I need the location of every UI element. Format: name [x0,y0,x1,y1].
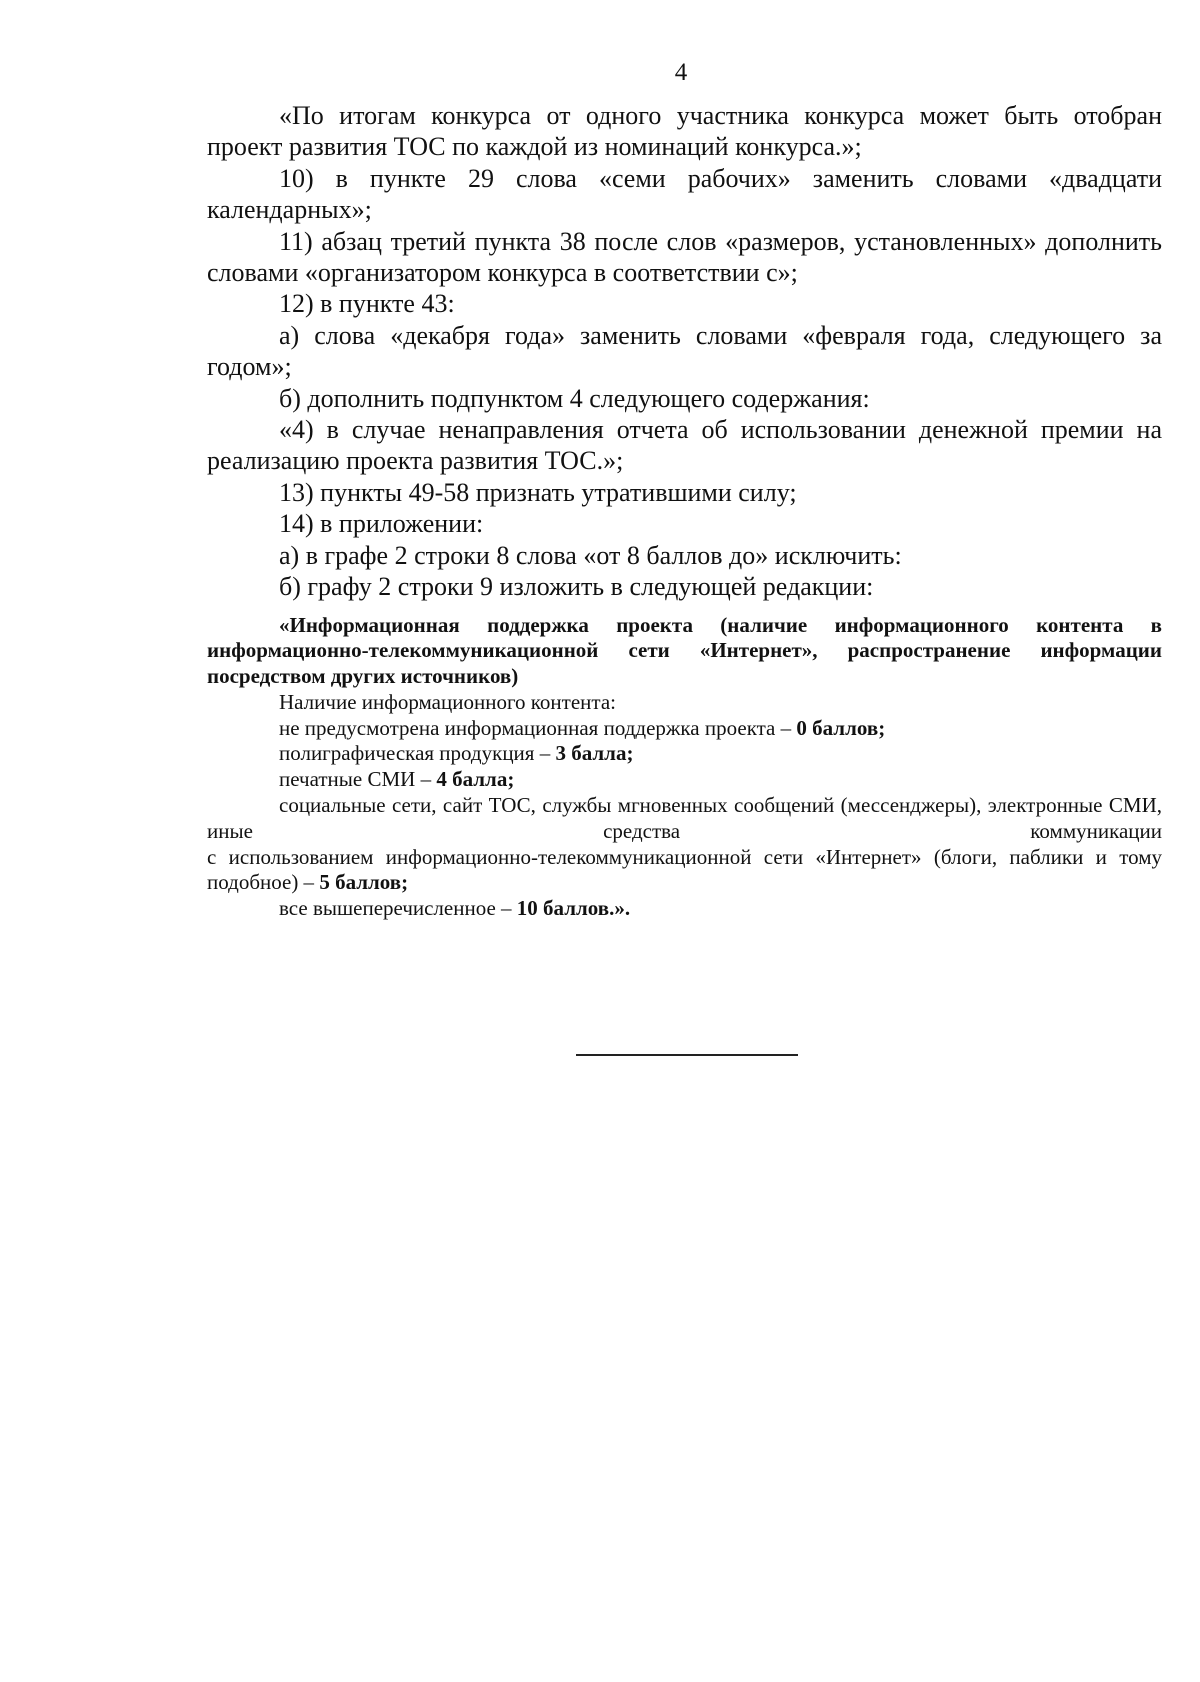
paragraph-item-11: 11) абзац третий пункта 38 после слов «размеров, установленных» дополнить словами «организатором конкурса в соответствии с»; [207,226,1162,288]
criteria-all-score: 10 баллов.». [516,896,631,921]
quoted-criteria-block [207,613,1162,923]
paragraph-item-14b: б) графу 2 строки 9 изложить в следующей редакции: [279,572,874,602]
criteria-item [207,767,1162,793]
paragraph-quote-selection: «По итогам конкурса от одного участника конкурса может быть отобран проект развития ТОС по каждой из номинаций конкурса.»; [207,101,1162,162]
paragraph-item-10: 10) в пункте 29 слова «семи рабочих» заменить словами «двадцати календарных»; [207,163,1162,225]
paragraph-item-14: 14) в приложении: [279,509,484,539]
criteria-social-line-1: социальные сети, сайт ТОС, службы мгновенных сообщений (мессенджеры), электронные СМИ, иные средства коммуникации [207,793,1162,843]
criteria-item [207,741,1162,767]
criteria-social-line-2 [207,845,1162,897]
criteria-social-text: с использованием информационно-телекоммуникационной сети «Интернет» (блоги, паблики и тому подобное) – [207,844,1162,895]
page-number: 4 [674,59,688,86]
criteria-item-score: 0 баллов; [796,715,886,740]
paragraph-item-13: 13) пункты 49-58 признать утратившими силу; [279,477,797,507]
criteria-all-text: все вышеперечисленное – [279,896,517,921]
criteria-item-text: не предусмотрена информационная поддержка проекта – [279,715,797,740]
criteria-item-score: 3 балла; [555,741,634,766]
end-of-document-line [576,1054,798,1056]
criteria-social-score: 5 баллов; [319,870,409,895]
paragraph-item-12a: а) слова «декабря года» заменить словами «февраля года, следующего за годом»; [207,320,1162,382]
criteria-all [207,896,1162,922]
criteria-item-score: 4 балла; [436,767,515,792]
criteria-item [207,716,1162,742]
paragraph-item-14a: а) в графе 2 строки 8 слова «от 8 баллов до» исключить: [279,540,902,570]
criteria-intro: Наличие информационного контента: [279,689,616,714]
document-body [207,100,1162,922]
criteria-heading: «Информационная поддержка проекта (наличие информационного контента в информационно-телекоммуникационной сети «Интернет», распространение информации посредством других источников) [207,612,1162,689]
paragraph-item-12b: б) дополнить подпунктом 4 следующего содержания: [279,383,870,413]
criteria-item-text: полиграфическая продукция – [279,741,556,766]
paragraph-item-12: 12) в пункте 43: [279,289,455,319]
paragraph-subitem-4: «4) в случае ненаправления отчета об использовании денежной премии на реализацию проекта развития ТОС.»; [207,415,1162,476]
criteria-item-text: печатные СМИ – [279,767,437,792]
